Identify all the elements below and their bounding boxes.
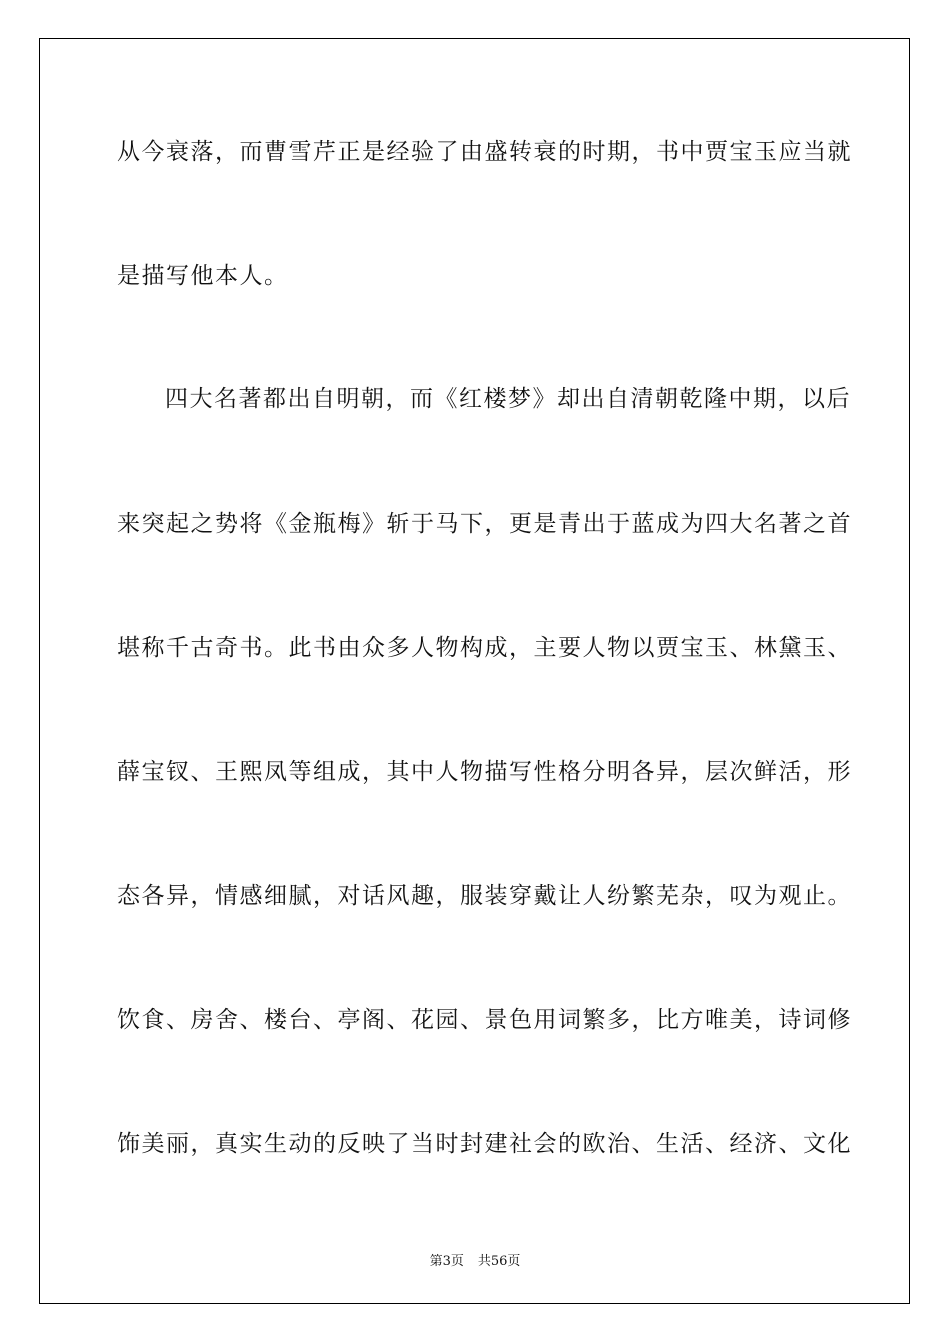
text-line: 从今衰落，而曹雪芹正是经验了由盛转衰的时期，书中贾宝玉应当就: [117, 139, 852, 165]
page-total: 共56页: [477, 1254, 521, 1269]
page-footer: [0, 1250, 950, 1269]
text-line: 来突起之势将《金瓶梅》斩于马下，更是青出于蓝成为四大名著之首: [117, 511, 852, 537]
text-line: 饰美丽，真实生动的反映了当时封建社会的欧治、生活、经济、文化: [117, 1131, 852, 1157]
text-line: 是描写他本人。: [117, 263, 289, 289]
text-line-paragraph-start: 四大名著都出自明朝，而《红楼梦》却出自清朝乾隆中期，以后: [165, 386, 851, 412]
page-border: [39, 38, 910, 1304]
text-line: 薛宝钗、王熙凤等组成，其中人物描写性格分明各异，层次鲜活，形: [117, 759, 852, 785]
text-line: 堪称千古奇书。此书由众多人物构成，主要人物以贾宝玉、林黛玉、: [117, 635, 852, 661]
text-line: 饮食、房舍、楼台、亭阁、花园、景色用词繁多，比方唯美，诗词修: [117, 1007, 852, 1033]
text-line: 态各异，情感细腻，对话风趣，服装穿戴让人纷繁芜杂，叹为观止。: [117, 883, 852, 909]
page-number: 第3页: [429, 1254, 464, 1269]
